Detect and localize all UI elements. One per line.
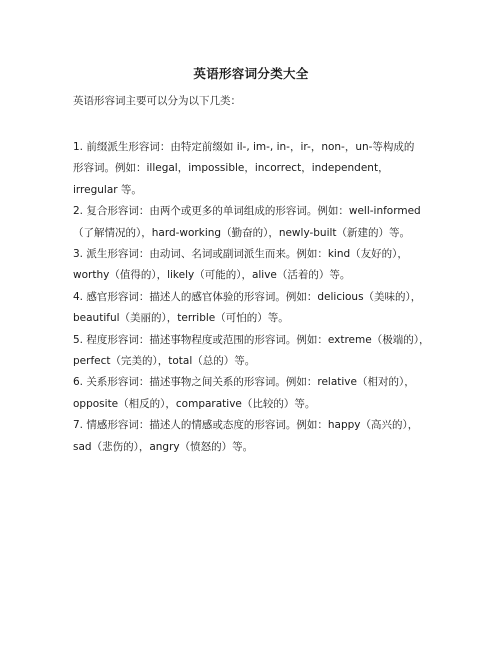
category-list xyxy=(73,137,453,458)
document-title: 英语形容词分类大全 xyxy=(193,66,309,81)
list-item-3: 3. 派生形容词：由动词、名词或副词派生而来。例如：kind（友好的）， worthy（值得的），likely（可能的），alive（活着的）等。 xyxy=(73,248,408,282)
list-item-6: 6. 关系形容词：描述事物之间关系的形容词。例如：relative（相对的）， opposite（相反的），comparative（比较的）等。 xyxy=(73,376,415,410)
list-item-4: 4. 感官形容词：描述人的感官体验的形容词。例如：delicious（美味的）， beautiful（美丽的），terrible（可怕的）等。 xyxy=(73,290,422,325)
intro-paragraph: 英语形容词主要可以分为以下几类： xyxy=(73,95,241,107)
list-item-7: 7. 情感形容词：描述人的情感或态度的形容词。例如：happy（高兴的）， sad（悲伤的），angry（愤怒的）等。 xyxy=(73,419,419,453)
list-item-2: 2. 复合形容词：由两个或更多的单词组成的形容词。例如：well-informed （了解情况的），hard-working（勤奋的），newly-built（新建的）等。 xyxy=(73,205,421,239)
list-item-1: 1. 前缀派生形容词：由特定前缀如 il-, im-, in-，ir-，non-，un-等构成的 形容词。例如：illegal，impossible，incorrect，independent， irregular 等。 xyxy=(73,141,415,196)
list-item-5: 5. 程度形容词：描述事物程度或范围的形容词。例如：extreme（极端的）， perfect（完美的），total（总的）等。 xyxy=(73,333,430,368)
